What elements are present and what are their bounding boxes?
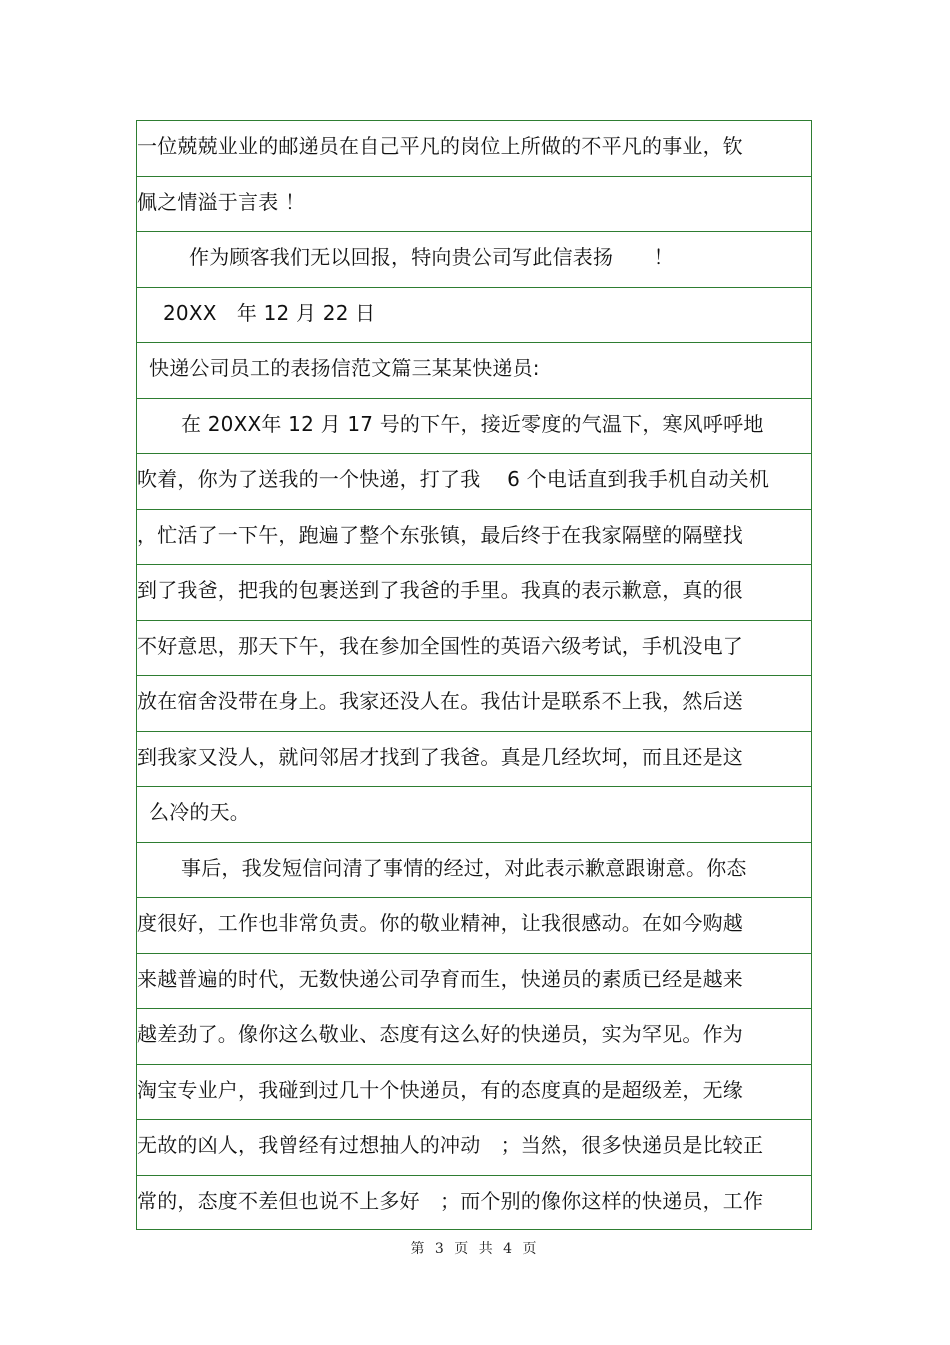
text-line-content: 到我家又没人，就问邻居才找到了我爸。真是几经坎坷，而且还是这 bbox=[137, 744, 743, 769]
text-line-content: 快递公司员工的表扬信范文篇三某某快递员: bbox=[149, 356, 540, 380]
text-line bbox=[137, 343, 811, 399]
text-line bbox=[137, 565, 811, 621]
text-line-content: 么冷的天。 bbox=[149, 800, 250, 824]
text-line-content: 来越普遍的时代，无数快递公司孕育而生，快递员的素质已经是越来 bbox=[137, 966, 743, 991]
text-line bbox=[137, 121, 811, 177]
text-line bbox=[137, 676, 811, 732]
text-line-content: 不好意思，那天下午，我在参加全国性的英语六级考试，手机没电了 bbox=[137, 633, 743, 658]
text-line bbox=[137, 621, 811, 677]
text-line-content: 事后，我发短信问清了事情的经过，对此表示歉意跟谢意。你态 bbox=[181, 855, 747, 880]
text-line-content: 常的，态度不差但也说不上多好 ；而个别的像你这样的快递员，工作 bbox=[137, 1188, 764, 1213]
text-line-content: 吹着，你为了送我的一个快递，打了我 6 个电话直到我手机自动关机 bbox=[137, 467, 770, 491]
text-line-content: 一位兢兢业业的邮递员在自己平凡的岗位上所做的不平凡的事业，钦 bbox=[137, 134, 743, 158]
text-line bbox=[137, 399, 811, 455]
ruled-text-area bbox=[136, 120, 812, 1230]
text-line-content: 到了我爸，把我的包裹送到了我爸的手里。我真的表示歉意，真的很 bbox=[137, 578, 743, 602]
text-line-content: 越差劲了。像你这么敬业、态度有这么好的快递员，实为罕见。作为 bbox=[137, 1022, 743, 1046]
text-line bbox=[137, 510, 811, 566]
text-line bbox=[137, 454, 811, 510]
text-line-content: 佩之情溢于言表 ！ bbox=[137, 189, 306, 214]
text-line bbox=[137, 954, 811, 1010]
text-line-content: 度很好，工作也非常负责。你的敬业精神，让我很感动。在如今购越 bbox=[137, 911, 743, 935]
text-line-content: 20XX 年 12 月 22 日 bbox=[163, 300, 376, 325]
text-line bbox=[137, 843, 811, 899]
text-line bbox=[137, 1065, 811, 1121]
text-line-content: 无故的凶人，我曾经有过想抽人的冲动 ；当然，很多快递员是比较正 bbox=[137, 1133, 764, 1157]
text-line bbox=[137, 1120, 811, 1176]
text-line bbox=[137, 1176, 811, 1232]
text-line bbox=[137, 288, 811, 344]
page-number-footer: 第 3 页 共 4 页 bbox=[410, 1241, 540, 1257]
text-line-content: ，忙活了一下午，跑遍了整个东张镇，最后终于在我家隔壁的隔壁找 bbox=[137, 522, 743, 547]
text-line-content: 淘宝专业户，我碰到过几十个快递员，有的态度真的是超级差，无缘 bbox=[137, 1077, 743, 1102]
text-line bbox=[137, 898, 811, 954]
text-line-content: 在 20XX年 12 月 17 号的下午，接近零度的气温下，寒风呼呼地 bbox=[181, 411, 764, 436]
text-line bbox=[137, 177, 811, 233]
text-line-content: 放在宿舍没带在身上。我家还没人在。我估计是联系不上我，然后送 bbox=[137, 689, 743, 713]
text-line bbox=[137, 232, 811, 288]
text-line bbox=[137, 732, 811, 788]
text-line bbox=[137, 1009, 811, 1065]
text-line bbox=[137, 787, 811, 843]
text-line-content: 作为顾客我们无以回报，特向贵公司写此信表扬 ！ bbox=[189, 245, 674, 269]
